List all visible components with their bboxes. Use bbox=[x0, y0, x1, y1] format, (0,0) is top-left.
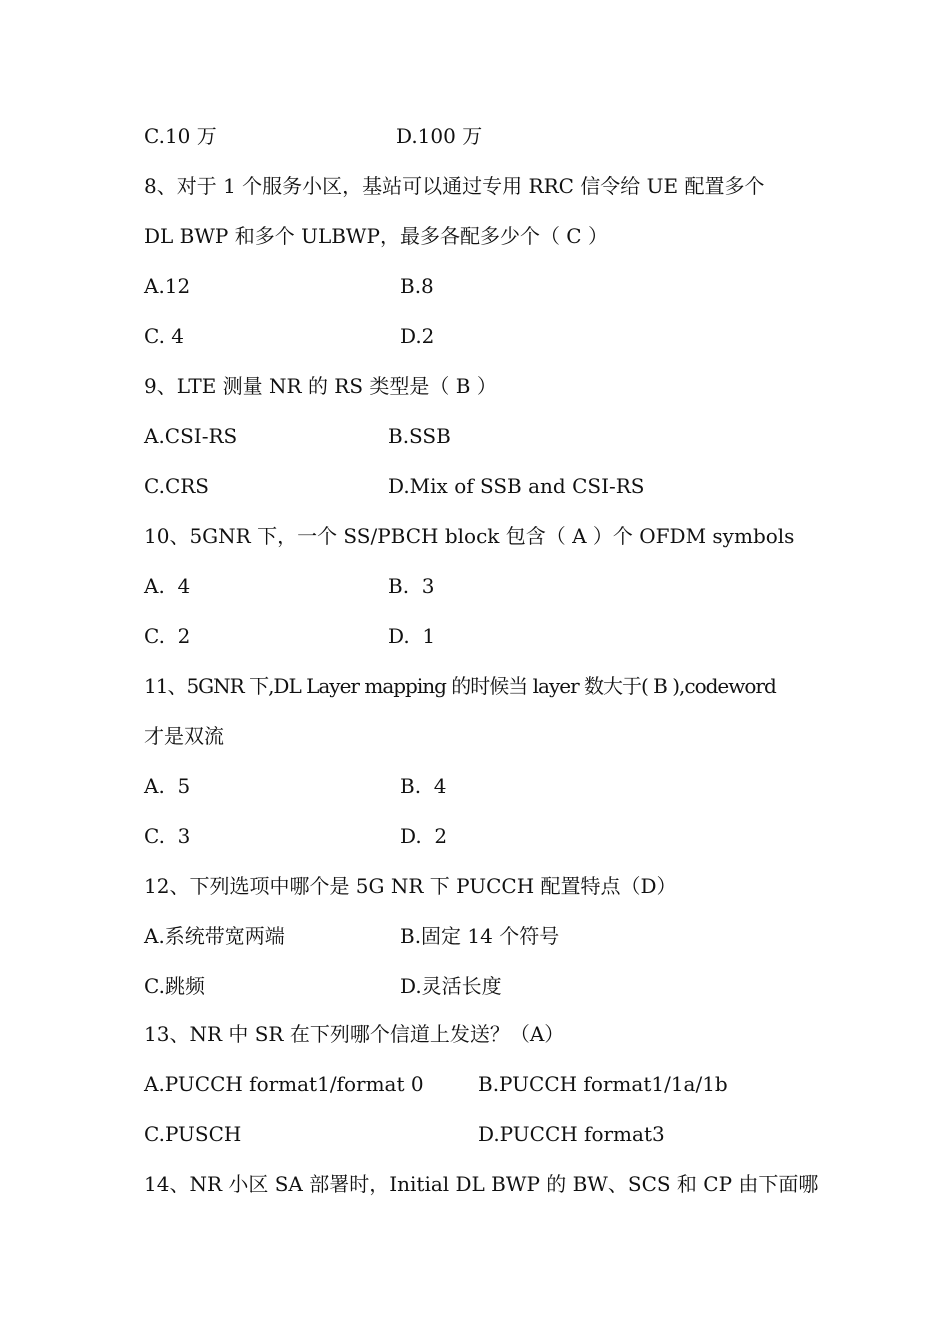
q11-option-a: A. 5 bbox=[144, 774, 191, 798]
q7-option-d: D.100 万 bbox=[396, 124, 483, 148]
q8-option-a: A.12 bbox=[144, 274, 191, 298]
q8-stem-line2: DL BWP 和多个 ULBWP，最多各配多少个（ C ） bbox=[144, 224, 608, 248]
q8-option-d: D.2 bbox=[400, 324, 435, 348]
q13-option-b: B.PUCCH format1/1a/1b bbox=[478, 1072, 728, 1096]
q8-option-c: C. 4 bbox=[144, 324, 185, 348]
q10-option-d: D. 1 bbox=[388, 624, 436, 648]
q13-option-c: C.PUSCH bbox=[144, 1122, 242, 1146]
q12-option-c: C.跳频 bbox=[144, 974, 205, 998]
q13-stem: 13、NR 中 SR 在下列哪个信道上发送？（A） bbox=[144, 1022, 565, 1046]
q9-stem: 9、LTE 测量 NR 的 RS 类型是（ B ） bbox=[144, 374, 497, 398]
q9-option-d: D.Mix of SSB and CSI-RS bbox=[388, 474, 645, 498]
q8-option-b: B.8 bbox=[400, 274, 434, 298]
q7-option-c: C.10 万 bbox=[144, 124, 217, 148]
q10-option-b: B. 3 bbox=[388, 574, 435, 598]
q9-option-b: B.SSB bbox=[388, 424, 451, 448]
q13-option-d: D.PUCCH format3 bbox=[478, 1122, 665, 1146]
q12-option-a: A.系统带宽两端 bbox=[144, 924, 285, 948]
q11-stem-line1: 11、5GNR 下,DL Layer mapping 的时候当 layer 数大于( B ),codeword bbox=[144, 674, 776, 698]
q12-option-b: B.固定 14 个符号 bbox=[400, 924, 560, 948]
q12-stem: 12、下列选项中哪个是 5G NR 下 PUCCH 配置特点（D） bbox=[144, 874, 677, 898]
q12-option-d: D.灵活长度 bbox=[400, 974, 502, 998]
q14-stem-line1: 14、NR 小区 SA 部署时，Initial DL BWP 的 BW、SCS 和 CP 由下面哪 bbox=[144, 1172, 819, 1196]
q11-stem-line2: 才是双流 bbox=[144, 724, 224, 748]
q13-option-a: A.PUCCH format1/format 0 bbox=[144, 1072, 424, 1096]
q10-stem: 10、5GNR 下，一个 SS/PBCH block 包含（ A ）个 OFDM symbols bbox=[144, 524, 795, 548]
q8-stem-line1: 8、对于 1 个服务小区，基站可以通过专用 RRC 信令给 UE 配置多个 bbox=[144, 174, 765, 198]
q9-option-a: A.CSI-RS bbox=[144, 424, 238, 448]
q11-option-c: C. 3 bbox=[144, 824, 191, 848]
q11-option-d: D. 2 bbox=[400, 824, 448, 848]
q11-option-b: B. 4 bbox=[400, 774, 447, 798]
q10-option-c: C. 2 bbox=[144, 624, 191, 648]
q10-option-a: A. 4 bbox=[144, 574, 191, 598]
q9-option-c: C.CRS bbox=[144, 474, 210, 498]
